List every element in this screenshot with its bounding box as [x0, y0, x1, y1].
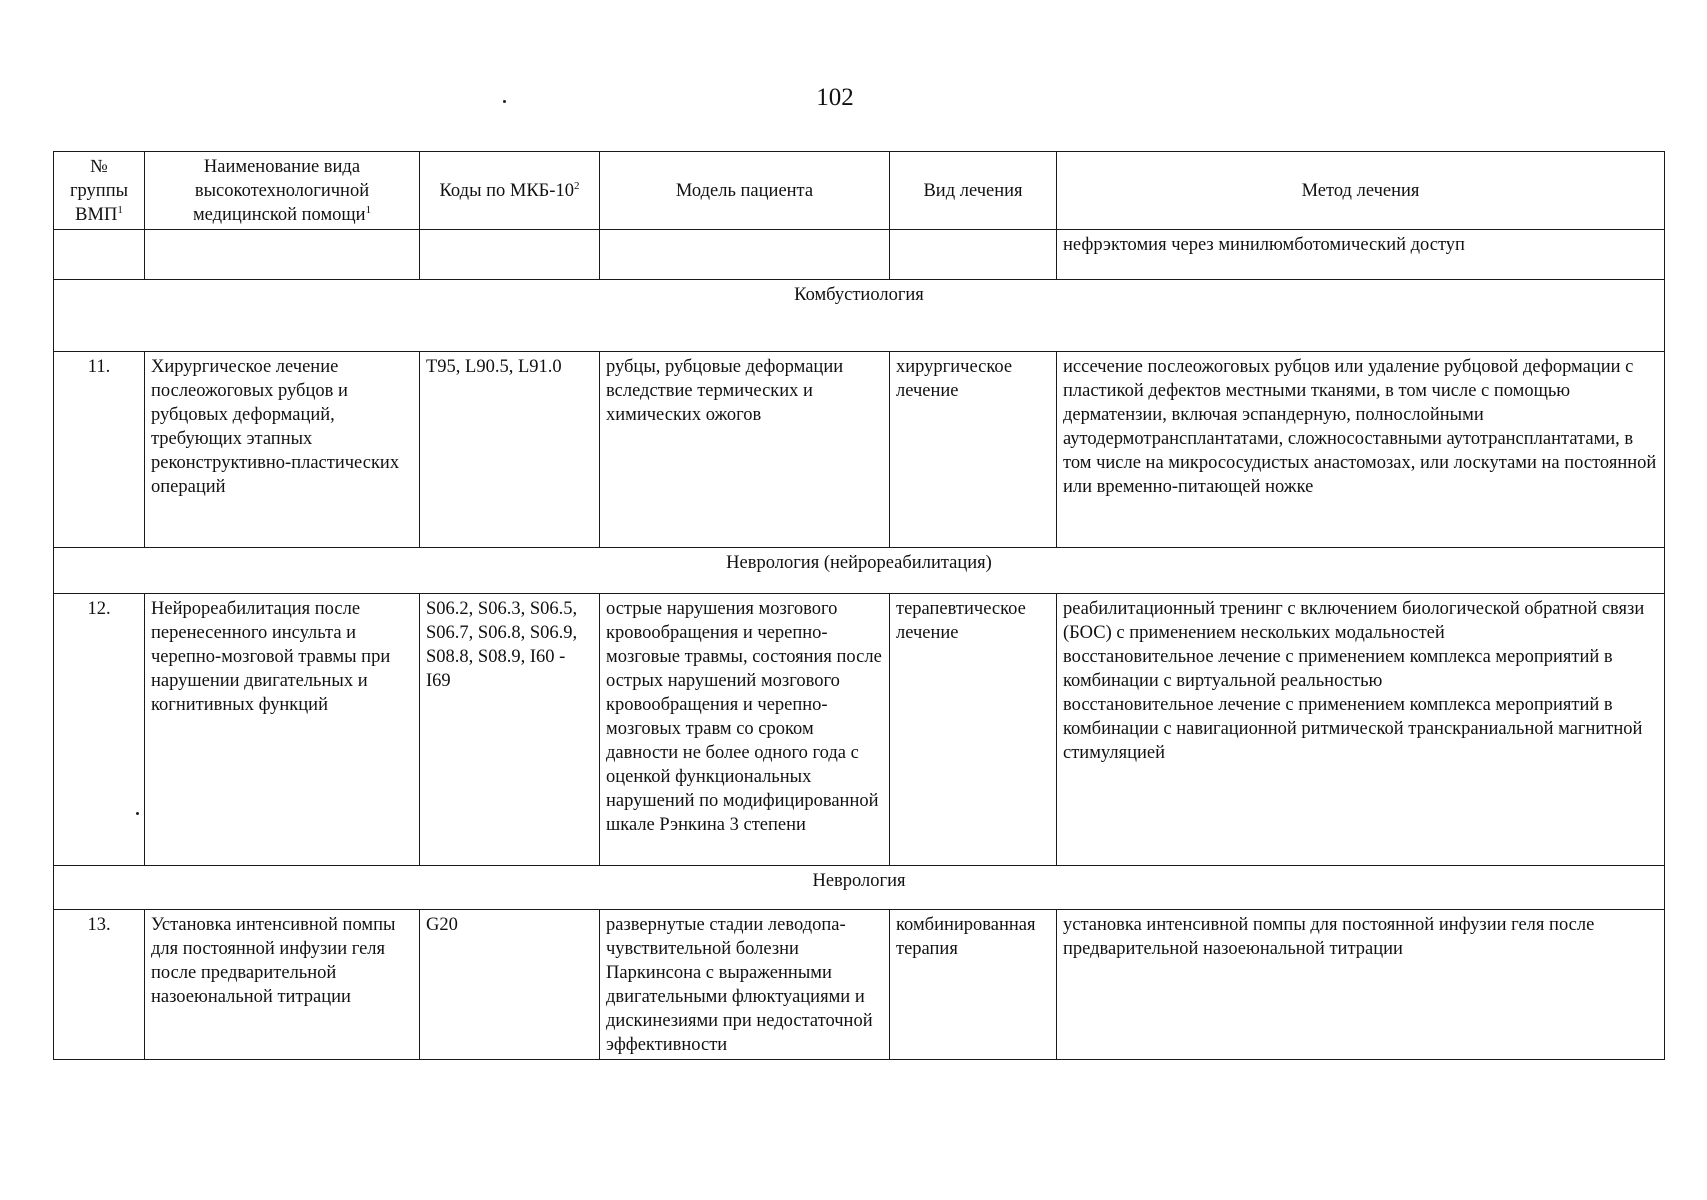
- treatment-type: терапевтическое лечение: [890, 594, 1057, 866]
- treatment-method: [1057, 910, 1665, 1060]
- care-type-name: Установка интенсивной помпы для постоянной инфузии геля после предварительной назоеюнальной титрации: [145, 910, 420, 1060]
- method-item: установка интенсивной помпы для постоянной инфузии геля после предварительной назоеюнальной титрации: [1063, 915, 1595, 959]
- header-group-number: № группы ВМП$^1$: [54, 152, 145, 230]
- header-treatment-method: Метод лечения: [1057, 152, 1665, 230]
- care-type-name: Хирургическое лечение послеожоговых рубцов и рубцовых деформаций, требующих этапных реконструктивно-пластических операций: [145, 352, 420, 548]
- group-number: 13.: [54, 910, 145, 1060]
- treatment-type: хирургическое лечение: [890, 352, 1057, 548]
- table-row: [54, 594, 1665, 866]
- section-row: [54, 548, 1665, 594]
- table-header-row: [54, 152, 1665, 230]
- group-number: 11.: [54, 352, 145, 548]
- section-row: [54, 866, 1665, 910]
- vmp-table: [53, 151, 1665, 1060]
- header-patient-model: Модель пациента: [600, 152, 890, 230]
- section-title: Неврология: [54, 866, 1665, 910]
- table-row: [54, 352, 1665, 548]
- page-number: 102: [816, 84, 854, 111]
- section-title: Неврология (нейрореабилитация): [54, 548, 1665, 594]
- continuation-method: нефрэктомия через минилюмботомический доступ: [1057, 230, 1665, 280]
- table-row: [54, 910, 1665, 1060]
- patient-model: рубцы, рубцовые деформации вследствие термических и химических ожогов: [600, 352, 890, 548]
- patient-model: развернутые стадии леводопа-чувствительной болезни Паркинсона с выраженными двигательными флюктуациями и дискинезиями при недостаточной эффективности: [600, 910, 890, 1060]
- treatment-type: комбинированная терапия: [890, 910, 1057, 1060]
- group-number: 12.: [54, 594, 145, 866]
- patient-model: острые нарушения мозгового кровообращения и черепно-мозговые травмы, состояния после острых нарушений мозгового кровообращения и черепно-мозговых травм со сроком давности не более одного года с оценкой функциональных нарушений по модифицированной шкале Рэнкина 3 степени: [600, 594, 890, 866]
- icd-codes: T95, L90.5, L91.0: [420, 352, 600, 548]
- header-icd-codes: Коды по МКБ-$10^2$: [420, 152, 600, 230]
- icd-codes: S06.2, S06.3, S06.5, S06.7, S06.8, S06.9, S08.8, S08.9, I60 - I69: [420, 594, 600, 866]
- scan-artifact-dot: [503, 100, 506, 103]
- method-item: восстановительное лечение с применением комплекса мероприятий в комбинации с навигационной ритмической транскраниальной магнитной стимуляцией: [1063, 695, 1643, 763]
- header-treatment-type: Вид лечения: [890, 152, 1057, 230]
- icd-codes: G20: [420, 910, 600, 1060]
- section-row: [54, 280, 1665, 352]
- treatment-method: [1057, 594, 1665, 866]
- method-item: восстановительное лечение с применением комплекса мероприятий в комбинации с виртуальной реальностью: [1063, 647, 1613, 691]
- table-row: [54, 230, 1665, 280]
- section-title: Комбустиология: [54, 280, 1665, 352]
- treatment-method: [1057, 352, 1665, 548]
- method-item: реабилитационный тренинг с включением биологической обратной связи (БОС) с применением нескольких модальностей: [1063, 599, 1645, 643]
- header-care-type-name: Наименование вида высокотехнологичной медицинской помощи$^1$: [145, 152, 420, 230]
- care-type-name: Нейрореабилитация после перенесенного инсульта и черепно-мозговой травмы при нарушении двигательных и когнитивных функций: [145, 594, 420, 866]
- method-item: иссечение послеожоговых рубцов или удаление рубцовой деформации с пластикой дефектов местными тканями, в том числе с помощью дерматензии, включая эспандерную, полнослойными аутодермотрансплантатами, сложносоставными аутотрансплантатами, в том числе на микрососудистых анастомозах, или лоскутами на постоянной или временно-питающей ножке: [1063, 357, 1657, 497]
